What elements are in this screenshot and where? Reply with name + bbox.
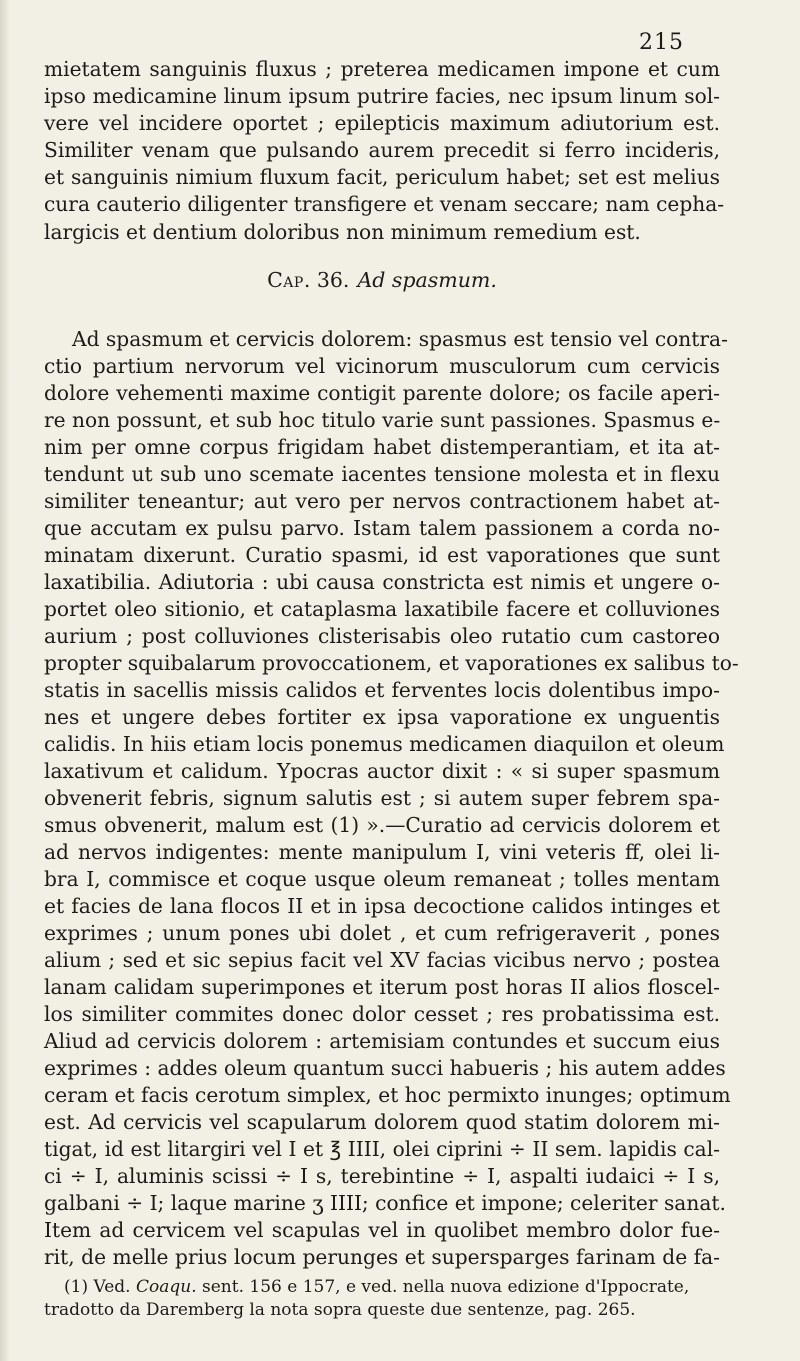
text-line: Ad spasmum et cervicis dolorem: spasmus est tensio vel contra-: [72, 327, 728, 351]
chapter-number: 36.: [316, 268, 350, 292]
text-line: cura cauterio diligenter transfigere et venam seccare; nam cepha-: [44, 192, 725, 217]
text-line: exprimes : addes oleum quantum succi habueris ; his autem addes: [44, 1056, 726, 1080]
text-line: est. Ad cervicis vel scapularum dolorem quod statim dolorem mi-: [44, 1110, 720, 1134]
text-line: que accutam ex pulsu parvo. Istam talem passionem a corda no-: [44, 516, 720, 540]
text-line: tendunt ut sub uno scemate iacentes tensione molesta et in flexu: [44, 462, 720, 486]
text-line: Similiter venam que pulsando aurem precedit si ferro incideris,: [44, 138, 720, 163]
paragraph-continuation: [44, 56, 725, 246]
text-line: mietatem sanguinis fluxus ; preterea medicamen impone et cum: [44, 57, 720, 81]
text-line: lanam calidam superimpones et iterum post horas II alios floscel-: [44, 975, 720, 999]
text-line: vere vel incidere oportet ; epilepticis maximum adiutorium est.: [44, 111, 720, 136]
text-line: ctio partium nervorum vel vicinorum musculorum cum cervicis: [44, 354, 720, 378]
text-line: rit, de melle prius locum perunges et supersparges farinam de fa-: [44, 1245, 720, 1269]
text-line: largicis et dentium doloribus non minimum remedium est.: [44, 219, 641, 244]
chapter-heading: [44, 268, 720, 292]
text-line: smus obvenerit, malum est (1) ».—Curatio ad cervicis dolorem et: [44, 813, 720, 837]
text-line: ipso medicamine linum ipsum putrire facies, nec ipsum linum sol-: [44, 84, 720, 109]
text-line: portet oleo sitionio, et cataplasma laxatibile facere et colluviones: [44, 597, 720, 621]
footnote-ref-pre: Ved.: [93, 1277, 131, 1297]
text-line: re non possunt, et sub hoc titulo varie sunt passiones. Spasmus e-: [44, 408, 721, 432]
chapter-label: Cap.: [267, 268, 311, 292]
footnote-line: [44, 1276, 720, 1299]
text-line: bra I, commisce et coque usque oleum remaneat ; tolles mentam: [44, 867, 720, 891]
text-line: minatam dixerunt. Curatio spasmi, id est vaporationes que sunt: [44, 543, 720, 567]
page-gutter-shadow: [0, 0, 10, 1361]
footnote-ref-post: sent. 156 e 157, e ved. nella nuova edizione d'Ippocrate,: [202, 1277, 690, 1297]
text-line: Item ad cervicem vel scapulas vel in quolibet membro dolor fue-: [44, 1218, 720, 1242]
chapter-body: [44, 326, 739, 1271]
text-line: Aliud ad cervicis dolorem : artemisiam contundes et succum eius: [44, 1029, 720, 1053]
page-number: 215: [639, 30, 684, 55]
footnote-marker: (1): [64, 1277, 89, 1297]
text-line: calidis. In hiis etiam locis ponemus medicamen diaquilon et oleum: [44, 732, 725, 756]
text-line: nes et ungere debes fortiter ex ipsa vaporatione ex unguentis: [44, 705, 720, 729]
footnote-ref-title: Coaqu.: [135, 1277, 197, 1297]
text-line: los similiter commites donec dolor cesset ; res probatissima est.: [44, 1002, 720, 1026]
text-line: ceram et facis cerotum simplex, et hoc permixto inunges; optimum: [44, 1083, 731, 1107]
footnote-line: tradotto da Daremberg la nota sopra queste due sentenze, pag. 265.: [44, 1300, 636, 1320]
text-line: laxatibilia. Adiutoria : ubi causa constricta est nimis et ungere o-: [44, 570, 720, 594]
text-line: ad nervos indigentes: mente manipulum I, vini veteris ff, olei li-: [44, 840, 720, 864]
text-line: alium ; sed et sic sepius facit vel XV facias vicibus nervo ; postea: [44, 948, 720, 972]
text-line: et sanguinis nimium fluxum facit, periculum habet; set est melius: [44, 165, 720, 190]
text-line: exprimes ; unum pones ubi dolet , et cum refrigeraverit , pones: [44, 921, 720, 945]
text-line: obvenerit febris, signum salutis est ; si autem super febrem spa-: [44, 786, 720, 810]
text-line: ci ÷ I, aluminis scissi ÷ I s, terebintine ÷ I, aspalti iudaici ÷ I s,: [44, 1164, 720, 1188]
text-line: nim per omne corpus frigidam habet distemperantiam, et ita at-: [44, 435, 720, 459]
text-line: dolore vehementi maxime contigit parente dolore; os facile aperi-: [44, 381, 720, 405]
footnote: [44, 1276, 720, 1322]
text-line: et facies de lana flocos II et in ipsa decoctione calidos intinges et: [44, 894, 720, 918]
chapter-title: Ad spasmum.: [357, 268, 497, 292]
text-line: statis in sacellis missis calidos et ferventes locis dolentibus impo-: [44, 678, 720, 702]
text-line: tigat, id est litargiri vel I et ℥ IIII, olei ciprini ÷ II sem. lapidis cal-: [44, 1137, 720, 1161]
text-line: aurium ; post colluviones clisterisabis oleo rutatio cum castoreo: [44, 624, 720, 648]
text-line: propter squibalarum provoccationem, et vaporationes ex salibus to-: [44, 651, 739, 675]
text-line: similiter teneantur; aut vero per nervos contractionem habet at-: [44, 489, 720, 513]
text-line: laxativum et calidum. Ypocras auctor dixit : « si super spasmum: [44, 759, 720, 783]
text-line: galbani ÷ I; laque marine ʒ IIII; confice et impone; celeriter sanat.: [44, 1191, 726, 1215]
